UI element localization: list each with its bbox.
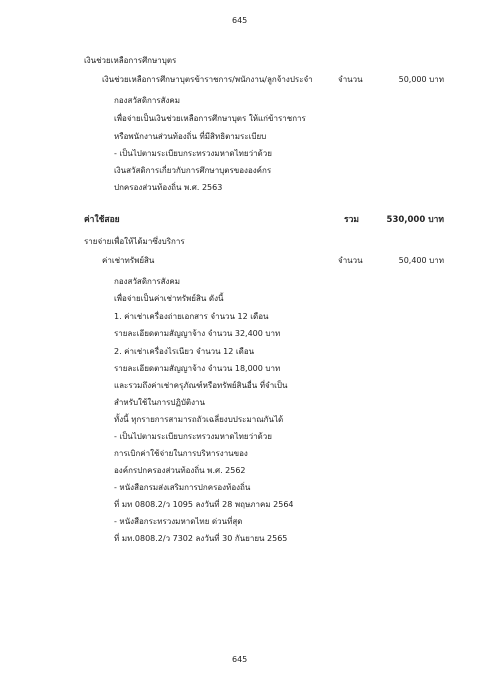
subheading-services: รายจ่ายเพื่อให้ได้มาซึ่งบริการ xyxy=(84,237,185,246)
detail-line: ที่ มท 0808.2/ว 1095 ลงวันที่ 28 พฤษภาคม 2564 xyxy=(114,500,294,509)
detail-line: ทั้งนี้ ทุกรายการสามารถถัวเฉลี่ยงบประมาณกันได้ xyxy=(114,415,284,424)
budget-item-label: เงินช่วยเหลือการศึกษาบุตรข้าราชการ/พนักงาน/ลูกจ้างประจำ xyxy=(102,75,313,84)
budget-item-unit: จำนวน xyxy=(338,256,363,265)
detail-line: - เป็นไปตามระเบียบกระทรวงมหาดไทยว่าด้วย xyxy=(114,149,272,158)
section-heading-expenses: ค่าใช้สอย xyxy=(84,215,120,225)
detail-line: รายละเอียดตามสัญญาจ้าง จำนวน 18,000 บาท xyxy=(114,364,281,373)
detail-line: และรวมถึงค่าเช่าครุภัณฑ์หรือทรัพย์สินอื่น ที่จำเป็น xyxy=(114,381,288,390)
total-label: รวม xyxy=(344,215,359,225)
detail-line: กองสวัสดิการสังคม xyxy=(114,96,181,105)
detail-line: เงินสวัสดิการเกี่ยวกับการศึกษาบุตรขององค์กร xyxy=(114,166,272,175)
budget-item-label: ค่าเช่าทรัพย์สิน xyxy=(102,256,155,265)
detail-line: หรือพนักงานส่วนท้องถิ่น ที่มีสิทธิตามระเบียบ xyxy=(114,132,267,141)
budget-item-amount: 50,400 บาท xyxy=(398,256,444,265)
detail-line: - หนังสือกรมส่งเสริมการปกครองท้องถิ่น xyxy=(114,483,251,492)
detail-line: เพื่อจ่ายเป็นเงินช่วยเหลือการศึกษาบุตร ให้แก่ข้าราชการ xyxy=(114,114,306,123)
detail-line: ที่ มท.0808.2/ว 7302 ลงวันที่ 30 กันยายน 2565 xyxy=(114,534,288,543)
budget-item-unit: จำนวน xyxy=(338,75,363,84)
budget-item-amount: 50,000 บาท xyxy=(398,75,444,84)
total-amount: 530,000 บาท xyxy=(386,215,444,225)
detail-line: องค์กรปกครองส่วนท้องถิ่น พ.ศ. 2562 xyxy=(114,466,246,475)
detail-line: การเบิกค่าใช้จ่ายในการบริหารงานของ xyxy=(114,449,248,458)
page-number-bottom: 645 xyxy=(232,655,248,664)
detail-line: เพื่อจ่ายเป็นค่าเช่าทรัพย์สิน ดังนี้ xyxy=(114,294,224,303)
detail-line: สำหรับใช้ในการปฏิบัติงาน xyxy=(114,398,205,407)
detail-line: รายละเอียดตามสัญญาจ้าง จำนวน 32,400 บาท xyxy=(114,329,281,338)
detail-line: - เป็นไปตามระเบียบกระทรวงมหาดไทยว่าด้วย xyxy=(114,432,272,441)
detail-line: กองสวัสดิการสังคม xyxy=(114,277,181,286)
detail-line: 2. ค่าเช่าเครื่องไรเนียว จำนวน 12 เดือน xyxy=(114,347,255,356)
section-heading-child-education: เงินช่วยเหลือการศึกษาบุตร xyxy=(84,56,177,65)
page-number-top: 645 xyxy=(232,16,248,25)
detail-line: 1. ค่าเช่าเครื่องถ่ายเอกสาร จำนวน 12 เดือน xyxy=(114,312,269,321)
detail-line: ปกครองส่วนท้องถิ่น พ.ศ. 2563 xyxy=(114,183,223,192)
detail-line: - หนังสือกระทรวงมหาดไทย ด่วนที่สุด xyxy=(114,517,243,526)
